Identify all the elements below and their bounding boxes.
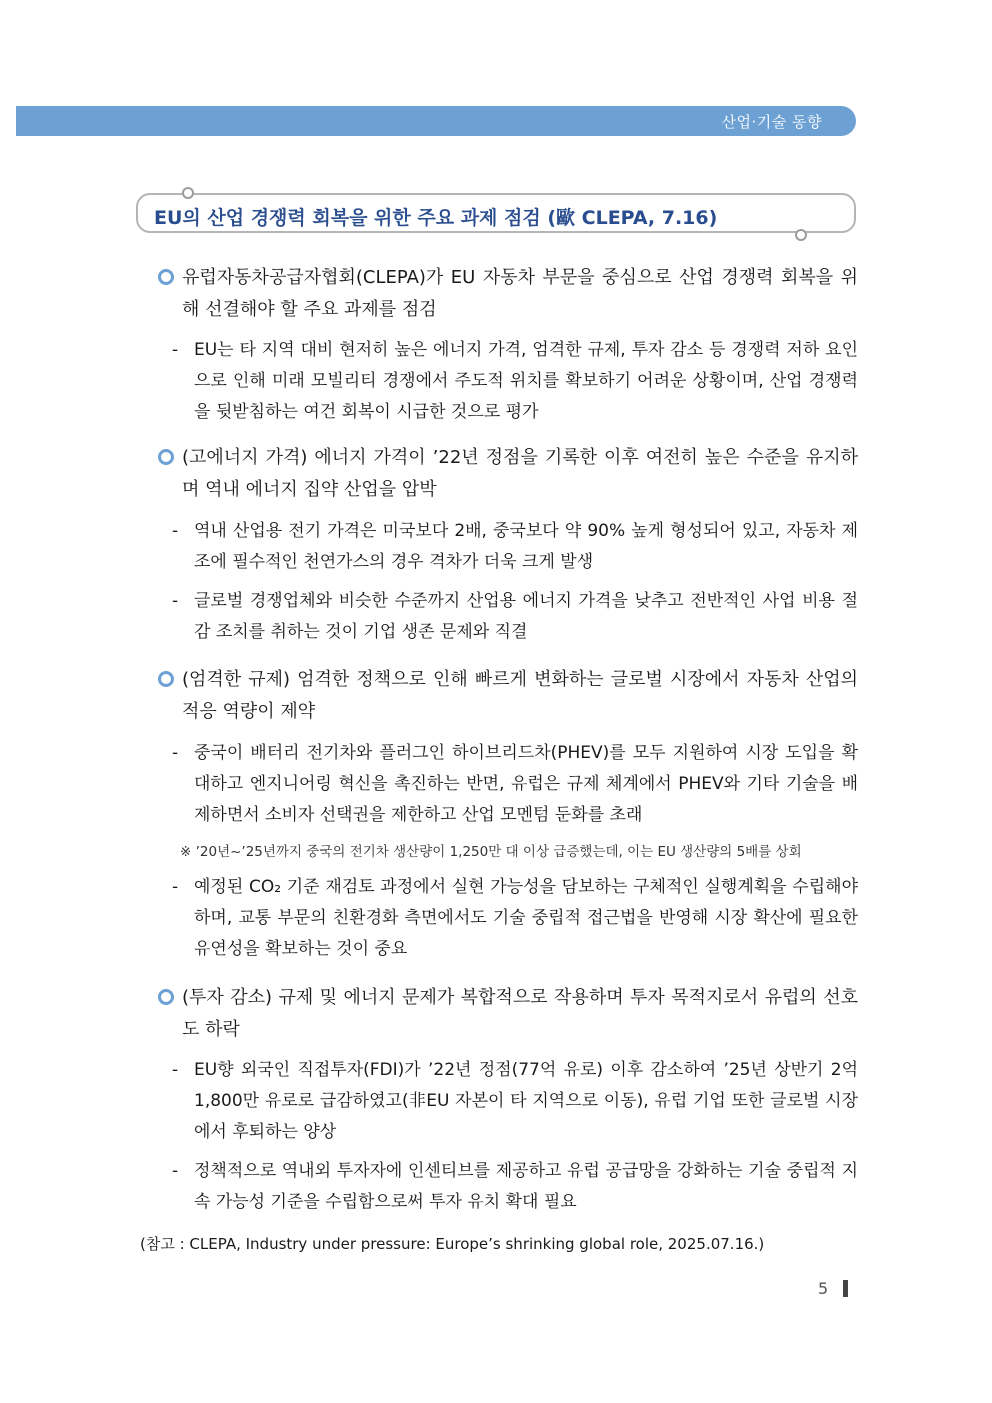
bullet-text: (엄격한 규제) 엄격한 정책으로 인해 빠르게 변화하는 글로벌 시장에서 자동차 산업의 적응 역량이 제약 bbox=[182, 669, 858, 722]
bullet-text: 유럽자동차공급자협회(CLEPA)가 EU 자동차 부문을 중심으로 산업 경쟁력 회복을 위해 선결해야 할 주요 과제를 점검 bbox=[182, 267, 858, 320]
dash-text: 예정된 CO₂ 기준 재검토 과정에서 실현 가능성을 담보하는 구체적인 실행계획을 수립해야 하며, 교통 부문의 친환경화 측면에서도 기술 중립적 접근법을 반영해 시장 확산에 필요한 유연성을 확보하는 것이 중요 bbox=[194, 877, 858, 959]
section-label: 산업·기술 동향 bbox=[721, 113, 822, 131]
reference-citation: (참고 : CLEPA, Industry under pressure: Europe’s shrinking global role, 2025.07.16.) bbox=[140, 1235, 765, 1253]
dash-marker: - bbox=[172, 877, 179, 897]
bullet-text: (고에너지 가격) 에너지 가격이 ’22년 정점을 기록한 이후 여전히 높은 수준을 유지하며 역내 에너지 집약 산업을 압박 bbox=[182, 447, 858, 500]
circle-bullet-icon bbox=[158, 269, 174, 285]
dash-marker: - bbox=[172, 1060, 179, 1080]
dash-text: 역내 산업용 전기 가격은 미국보다 2배, 중국보다 약 90% 높게 형성되어 있고, 자동차 제조에 필수적인 천연가스의 경우 격차가 더욱 크게 발생 bbox=[194, 521, 858, 572]
dash-marker: - bbox=[172, 521, 179, 541]
circle-bullet-icon bbox=[158, 449, 174, 465]
dash-marker: - bbox=[172, 591, 179, 611]
circle-bullet-icon bbox=[158, 989, 174, 1005]
page-number: 5 bbox=[818, 1279, 829, 1298]
dash-text: 글로벌 경쟁업체와 비슷한 수준까지 산업용 에너지 가격을 낮추고 전반적인 사업 비용 절감 조치를 취하는 것이 기업 생존 문제와 직결 bbox=[194, 591, 858, 642]
dash-marker: - bbox=[172, 340, 179, 360]
footnote: ※ ’20년~’25년까지 중국의 전기차 생산량이 1,250만 대 이상 급증했는데, 이는 EU 생산량의 5배를 상회 bbox=[180, 844, 802, 860]
dash-marker: - bbox=[172, 743, 179, 763]
title-ornament-dot bbox=[182, 187, 194, 199]
circle-bullet-icon bbox=[158, 671, 174, 687]
dash-text: 정책적으로 역내외 투자자에 인센티브를 제공하고 유럽 공급망을 강화하는 기술 중립적 지속 가능성 기준을 수립함으로써 투자 유치 확대 필요 bbox=[194, 1161, 858, 1212]
page-marker-bar bbox=[843, 1280, 848, 1297]
dash-text: EU는 타 지역 대비 현저히 높은 에너지 가격, 엄격한 규제, 투자 감소 등 경쟁력 저하 요인으로 인해 미래 모빌리티 경쟁에서 주도적 위치를 확보하기 어려운 상황이며, 산업 경쟁력을 뒷받침하는 여건 회복이 시급한 것으로 평가 bbox=[194, 340, 858, 422]
section-header-bar bbox=[16, 106, 856, 136]
article-title: EU의 산업 경쟁력 회복을 위한 주요 과제 점검 (歐 CLEPA, 7.16) bbox=[154, 207, 718, 229]
dash-text: 중국이 배터리 전기차와 플러그인 하이브리드차(PHEV)를 모두 지원하여 시장 도입을 확대하고 엔지니어링 혁신을 촉진하는 반면, 유럽은 규제 체계에서 PHEV와 기타 기술을 배제하면서 소비자 선택권을 제한하고 산업 모멘텀 둔화를 초래 bbox=[194, 743, 858, 825]
dash-text: EU향 외국인 직접투자(FDI)가 ’22년 정점(77억 유로) 이후 감소하여 ’25년 상반기 2억 1,800만 유로로 급감하였고(非EU 자본이 타 지역으로 이동), 유럽 기업 또한 글로벌 시장에서 후퇴하는 양상 bbox=[194, 1060, 858, 1142]
bullet-text: (투자 감소) 규제 및 에너지 문제가 복합적으로 작용하며 투자 목적지로서 유럽의 선호도 하락 bbox=[182, 987, 858, 1040]
dash-marker: - bbox=[172, 1161, 179, 1181]
article-title-box bbox=[136, 193, 856, 233]
title-ornament-dot bbox=[795, 229, 807, 241]
